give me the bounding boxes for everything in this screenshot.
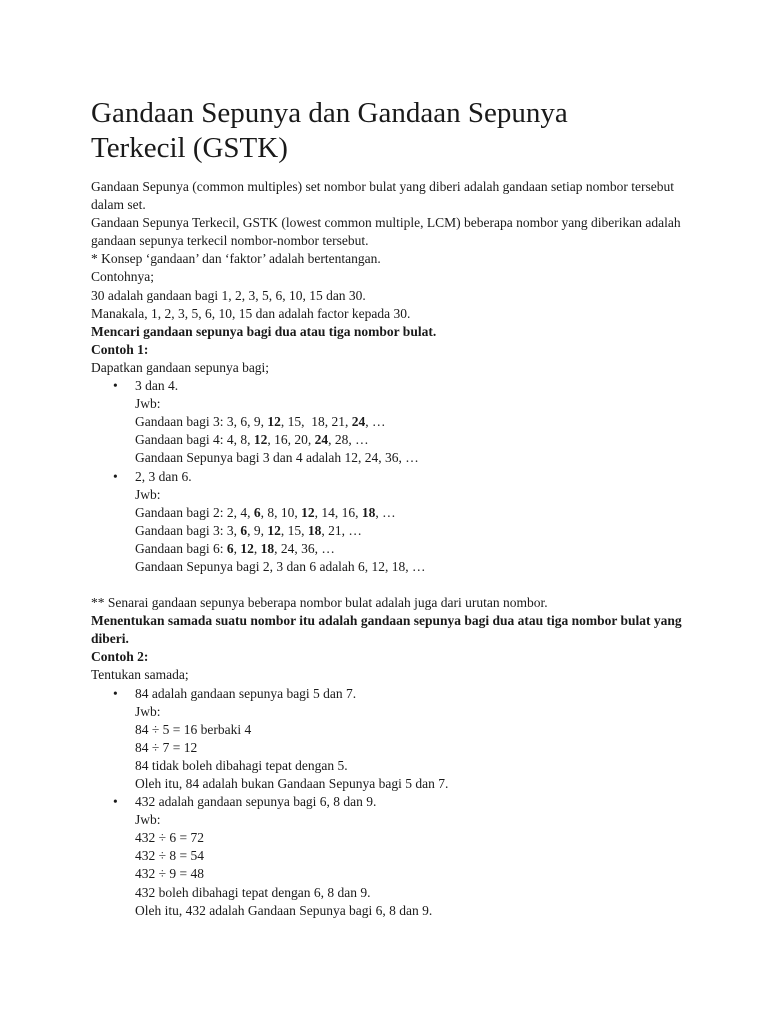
highlighted-multiple: 24 (314, 432, 329, 448)
answer-line (135, 775, 691, 793)
answer-text: Jwb: (135, 486, 161, 502)
answer-line (135, 449, 691, 467)
answer-line (135, 847, 691, 865)
answer-text: , 16, 20, (267, 432, 315, 448)
highlighted-multiple: 24 (351, 414, 366, 430)
answer-text: Gandaan bagi 2: 2, 4, (135, 504, 254, 520)
intro-example-multiples: 30 adalah gandaan bagi 1, 2, 3, 5, 6, 10, 15 dan 30. (91, 287, 366, 303)
example-question: 3 dan 4. (135, 378, 179, 394)
document-body (91, 96, 691, 920)
answer-line (135, 540, 691, 558)
intro-section (91, 178, 691, 323)
list-item (91, 685, 691, 794)
answer-text: , … (365, 414, 386, 430)
highlighted-multiple: 12 (240, 540, 254, 556)
page-title: Gandaan Sepunya dan Gandaan Sepunya Terkecil (GSTK) (91, 97, 568, 164)
section-finding-common-multiples (91, 323, 691, 576)
intro-paragraph-common-multiples: Gandaan Sepunya (common multiples) set nombor bulat yang diberi adalah gandaan setiap nombor tersebut dalam set. (91, 179, 674, 213)
answer-line (135, 703, 691, 721)
answer-line (135, 522, 691, 540)
answer-line (135, 739, 691, 757)
answer-text: 84 ÷ 5 = 16 berbaki 4 (135, 721, 252, 737)
answer-line (135, 431, 691, 449)
highlighted-multiple: 12 (267, 414, 281, 430)
bullet-icon: • (113, 685, 118, 701)
answer-line (135, 558, 691, 576)
answer-line (135, 902, 691, 920)
example-answer (135, 811, 691, 920)
highlighted-multiple: 18 (361, 504, 376, 520)
highlighted-multiple: 18 (260, 540, 275, 556)
answer-text: , 14, 16, (314, 504, 362, 520)
paragraph-spacer (91, 576, 691, 594)
answer-text: Gandaan bagi 6: (135, 540, 227, 556)
list-item (91, 793, 691, 920)
highlighted-multiple: 12 (267, 522, 281, 538)
section1-instruction: Dapatkan gandaan sepunya bagi; (91, 359, 270, 375)
answer-text: , 9, (247, 522, 268, 538)
intro-example-label: Contohnya; (91, 269, 154, 285)
answer-text: Oleh itu, 84 adalah bukan Gandaan Sepunya bagi 5 dan 7. (135, 776, 449, 791)
highlighted-multiple: 12 (301, 504, 315, 520)
answer-text: Jwb: (135, 396, 161, 412)
highlighted-multiple: 18 (307, 522, 322, 538)
bullet-icon: • (113, 794, 118, 810)
answer-text: Jwb: (135, 703, 161, 719)
answer-text: , 15, (280, 522, 308, 538)
highlighted-multiple: 12 (253, 432, 268, 448)
answer-text: Gandaan bagi 4: 4, 8, (135, 432, 254, 448)
answer-line (135, 721, 691, 739)
answer-text: 432 ÷ 8 = 54 (135, 848, 205, 864)
section1-example-label: Contoh 1: (91, 341, 149, 357)
section1-heading: Mencari gandaan sepunya bagi dua atau tiga nombor bulat. (91, 323, 437, 339)
bullet-icon: • (113, 378, 118, 394)
answer-line (135, 757, 691, 775)
answer-line (135, 504, 691, 522)
answer-text: , 8, 10, (260, 504, 302, 520)
section2-instruction: Tentukan samada; (91, 667, 189, 683)
example-answer (135, 486, 691, 576)
answer-line (135, 884, 691, 902)
answer-line (135, 865, 691, 883)
answer-text: , 21, … (321, 522, 362, 538)
answer-line (135, 829, 691, 847)
answer-line (135, 811, 691, 829)
answer-text: 84 ÷ 7 = 12 (135, 739, 198, 755)
example-answer (135, 395, 691, 467)
example-question: 2, 3 dan 6. (135, 468, 192, 484)
answer-text: 432 ÷ 6 = 72 (135, 830, 205, 846)
answer-text: , … (375, 504, 396, 520)
intro-example-factors: Manakala, 1, 2, 3, 5, 6, 10, 15 dan adalah factor kepada 30. (91, 305, 411, 321)
answer-text: Gandaan Sepunya bagi 3 dan 4 adalah 12, 24, 36, … (135, 450, 419, 466)
answer-text: Oleh itu, 432 adalah Gandaan Sepunya bagi 6, 8 dan 9. (135, 902, 433, 918)
answer-text: , 28, … (328, 432, 369, 448)
answer-text: , 15, 18, 21, (280, 414, 352, 430)
intro-paragraph-lcm: Gandaan Sepunya Terkecil, GSTK (lowest common multiple, LCM) beberapa nombor yang diberikan adalah gandaan sepunya terkecil nombor-nombor tersebut. (91, 215, 681, 249)
answer-text: 84 tidak boleh dibahagi tepat dengan 5. (135, 757, 348, 773)
answer-line (135, 486, 691, 504)
answer-text: , 24, 36, … (274, 540, 335, 556)
section2-example-list (91, 685, 691, 920)
section2-example-label: Contoh 2: (91, 649, 149, 665)
answer-text: Gandaan Sepunya bagi 2, 3 dan 6 adalah 6, 12, 18, … (135, 558, 426, 574)
answer-line (135, 413, 691, 431)
answer-text: Gandaan bagi 3: 3, (135, 522, 241, 538)
section2-heading: Menentukan samada suatu nombor itu adalah gandaan sepunya bagi dua atau tiga nombor bulat yang diberi. (91, 613, 682, 647)
example-question: 84 adalah gandaan sepunya bagi 5 dan 7. (135, 685, 357, 701)
example-answer (135, 703, 691, 793)
answer-text: Jwb: (135, 812, 161, 828)
highlighted-multiple: 6 (253, 504, 261, 520)
example-question: 432 adalah gandaan sepunya bagi 6, 8 dan 9. (135, 794, 377, 810)
answer-text: 432 ÷ 9 = 48 (135, 866, 205, 882)
highlighted-multiple: 6 (240, 522, 248, 538)
highlighted-multiple: 6 (226, 540, 234, 556)
section1-example-list (91, 377, 691, 576)
answer-line (135, 395, 691, 413)
sequence-note: ** Senarai gandaan sepunya beberapa nombor bulat adalah juga dari urutan nombor. (91, 595, 548, 611)
list-item (91, 468, 691, 577)
section-determining-common-multiple (91, 612, 691, 920)
answer-text: , (253, 540, 261, 556)
answer-text: 432 boleh dibahagi tepat dengan 6, 8 dan 9. (135, 884, 371, 900)
intro-concept-note: * Konsep ‘gandaan’ dan ‘faktor’ adalah bertentangan. (91, 251, 381, 267)
bullet-icon: • (113, 468, 118, 484)
answer-text: , (233, 540, 241, 556)
list-item (91, 377, 691, 467)
answer-text: Gandaan bagi 3: 3, 6, 9, (135, 414, 268, 430)
